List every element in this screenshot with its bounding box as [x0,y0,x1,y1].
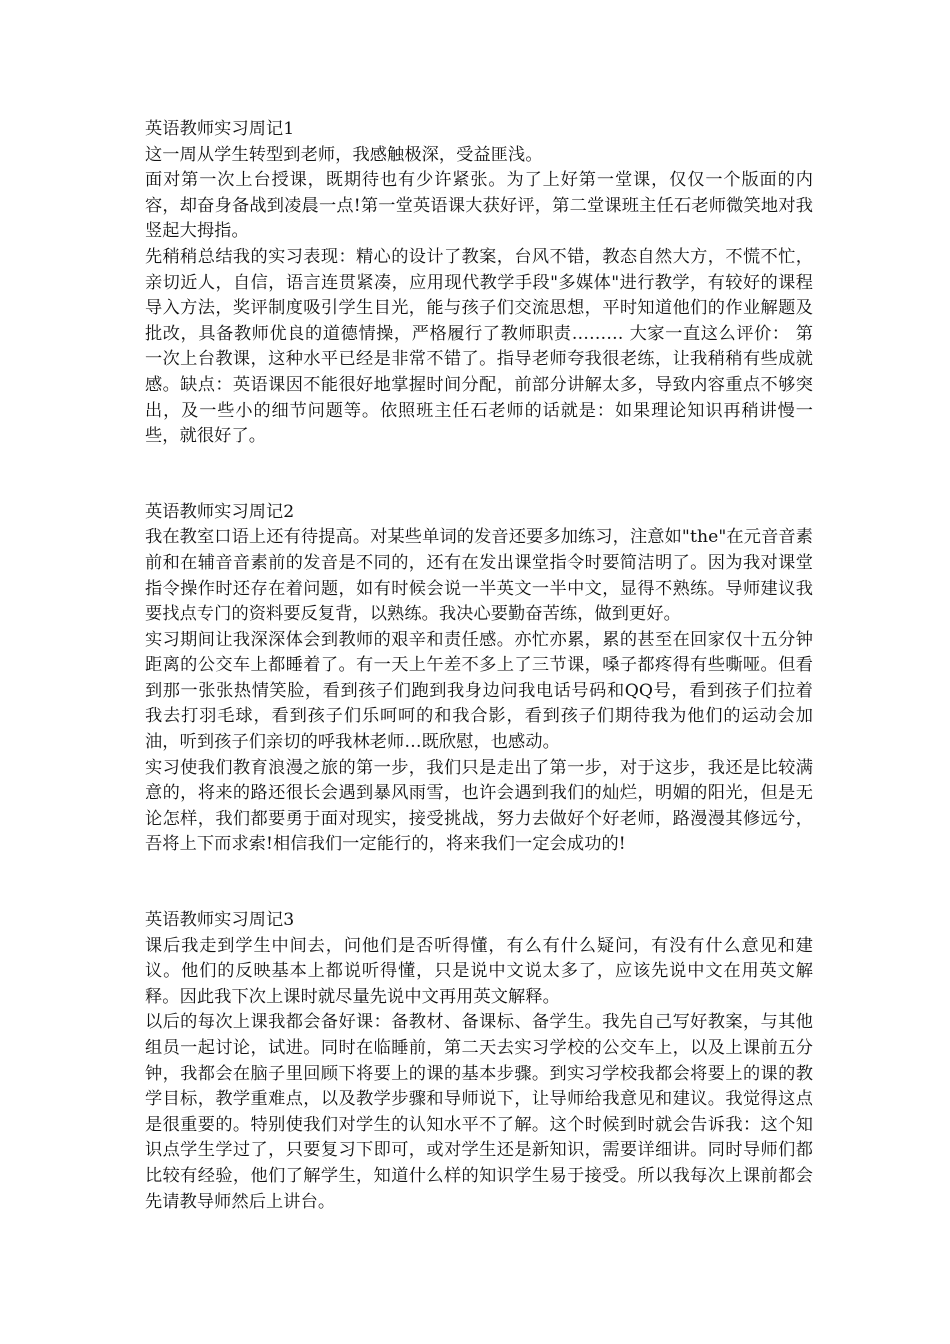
journal-entry-1 [145,117,813,450]
entry-paragraph: 课后我走到学生中间去，问他们是否听得懂，有么有什么疑问，有没有什么意见和建议。他们的反映基本上都说听得懂，只是说中文说太多了，应该先说中文在用英文解释。因此我下次上课时就尽量先说中文再用英文解释。 [145,935,813,1007]
journal-entry-3 [145,908,813,1215]
entry-title: 英语教师实习周记1 [145,119,295,139]
document-page [145,117,813,1215]
entry-paragraph: 先稍稍总结我的实习表现：精心的设计了教案，台风不错，教态自然大方，不慌不忙，亲切近人，自信，语言连贯紧凑，应用现代教学手段"多媒体"进行教学，有较好的课程导入方法，奖评制度吸引学生目光，能与孩子们交流思想，平时知道他们的作业解题及批改，具备教师优良的道德情操，严格履行了教师职责……… 大家一直这么评价： 第一次上台教课，这种水平已经是非常不错了。指导老师夸我很老练，让我稍稍有些成就感。缺点：英语课因不能很好地掌握时间分配，前部分讲解太多，导致内容重点不够突出，及一些小的细节问题等。依照班主任石老师的话就是：如果理论知识再稍讲慢一些，就很好了。 [145,246,813,447]
entry-title: 英语教师实习周记3 [145,910,295,931]
entry-paragraph: 我在教室口语上还有待提高。对某些单词的发音还要多加练习，注意如"the"在元音音素前和在辅音音素前的发音是不同的，还有在发出课堂指令时要简洁明了。因为我对课堂指令操作时还存在着问题，如有时候会说一半英文一半中文，显得不熟练。导师建议我要找点专门的资料要反复背，以熟练。我决心要勤奋苦练，做到更好。 [145,527,813,625]
entry-paragraph: 这一周从学生转型到老师，我感触极深，受益匪浅。 [145,144,543,165]
entry-title: 英语教师实习周记2 [145,501,295,522]
entry-paragraph: 实习期间让我深深体会到教师的艰辛和责任感。亦忙亦累，累的甚至在回家仅十五分钟距离的公交车上都睡着了。有一天上午差不多上了三节课，嗓子都疼得有些嘶哑。但看到那一张张热情笑脸，看到孩子们跑到我身边问我电话号码和QQ号，看到孩子们拉着我去打羽毛球，看到孩子们乐呵呵的和我合影，看到孩子们期待我为他们的运动会加油，听到孩子们亲切的呼我林老师…既欣慰，也感动。 [145,629,813,753]
journal-entry-2 [145,500,813,858]
entry-paragraph: 以后的每次上课我都会备好课：备教材、备课标、备学生。我先自己写好教案，与其他组员一起讨论，试进。同时在临睡前，第二天去实习学校的公交车上，以及上课前五分钟，我都会在脑子里回顾下将要上的课的基本步骤。到实习学校我都会将要上的课的教学目标，教学重难点，以及教学步骤和导师说下，让导师给我意见和建议。我觉得这点是很重要的。特别使我们对学生的认知水平不了解。这个时候到时就会告诉我：这个知识点学生学过了，只要复习下即可，或对学生还是新知识，需要详细讲。同时导师们都比较有经验，他们了解学生，知道什么样的知识学生易于接受。所以我每次上课前都会先请教导师然后上讲台。 [145,1012,813,1212]
entry-paragraph: 面对第一次上台授课，既期待也有少许紧张。为了上好第一堂课，仅仅一个版面的内容，却奋身备战到凌晨一点!第一堂英语课大获好评，第二堂课班主任石老师微笑地对我竖起大拇指。 [145,170,813,242]
entry-paragraph: 实习使我们教育浪漫之旅的第一步，我们只是走出了第一步，对于这步，我还是比较满意的，将来的路还很长会遇到暴风雨雪，也许会遇到我们的灿烂，明媚的阳光，但是无论怎样，我们都要勇于面对现实，接受挑战，努力去做好个好老师，路漫漫其修远兮，吾将上下而求索!相信我们一定能行的，将来我们一定会成功的! [145,757,813,855]
